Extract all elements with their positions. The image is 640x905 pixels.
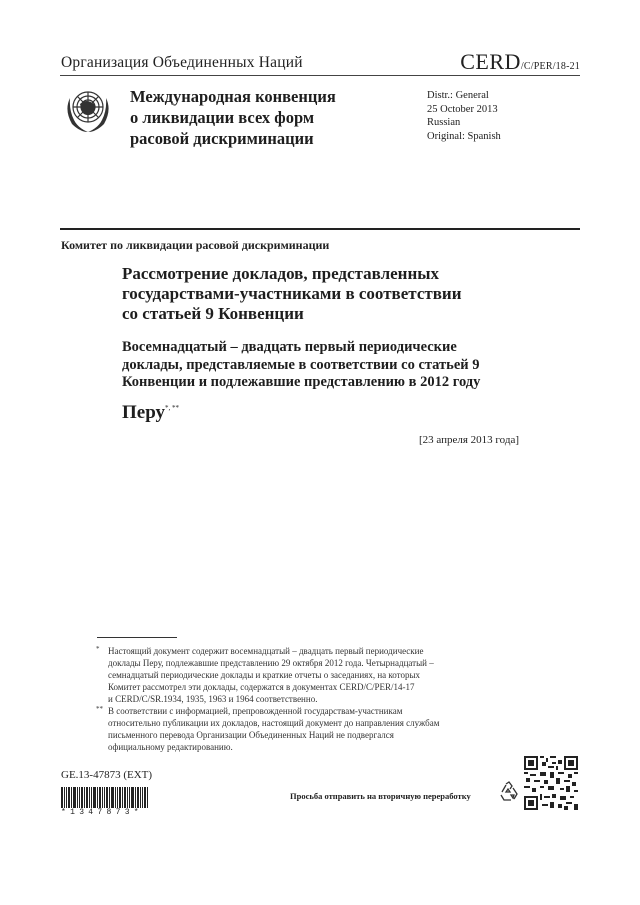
convention-title bbox=[130, 86, 336, 149]
barcode-icon bbox=[61, 787, 153, 808]
footnote-rule bbox=[97, 637, 177, 638]
barcode-number: *1347873* bbox=[61, 808, 143, 817]
recycle-icon bbox=[497, 780, 521, 804]
footnote-marks[interactable]: *, ** bbox=[165, 404, 180, 412]
title-line: Рассмотрение докладов, представленных bbox=[122, 264, 440, 283]
subtitle-line: доклады, представляемые в соответствии со статьей 9 bbox=[122, 356, 480, 373]
recycle-notice: Просьба отправить на вторичную переработку bbox=[290, 791, 471, 801]
footnote-line: доклады Перу, подлежавшие представлению 29 октября 2012 года. Четырнадцатый – bbox=[108, 658, 434, 668]
committee-name: Комитет по ликвидации расовой дискриминации bbox=[61, 238, 330, 252]
subtitle-line: Конвенции и подлежавшие представлению в 2012 году bbox=[122, 374, 481, 390]
footnote-2 bbox=[96, 705, 528, 753]
symbol-main: CERD bbox=[460, 49, 521, 74]
distribution-info bbox=[427, 89, 501, 143]
subtitle-line: Восемнадцатый – двадцать первый периодические bbox=[122, 339, 457, 355]
footnote-line: Комитет рассмотрел эти доклады, содержатся в документах CERD/C/PER/14-17 bbox=[108, 682, 415, 692]
original-language-line: Original: Spanish bbox=[427, 130, 501, 142]
country-heading bbox=[122, 402, 179, 424]
footnote-line: семнадцатый периодические доклады и краткие отчеты о заседаниях, на которых bbox=[108, 670, 421, 680]
header-rule bbox=[60, 75, 580, 76]
convention-title-line: о ликвидации всех форм bbox=[130, 108, 315, 127]
job-number: GE.13-47873 (EXT) bbox=[61, 769, 153, 781]
footnote-mark: * bbox=[96, 645, 100, 653]
document-title bbox=[122, 264, 542, 324]
convention-title-line: расовой дискриминации bbox=[130, 129, 314, 148]
footnote-1 bbox=[96, 645, 528, 705]
footnote-line: официальному редактированию. bbox=[108, 742, 233, 752]
organization-name: Организация Объединенных Наций bbox=[61, 54, 303, 71]
report-date: [23 апреля 2013 года] bbox=[418, 434, 519, 446]
title-line: государствами-участниками в соответствии bbox=[122, 284, 462, 303]
convention-title-line: Международная конвенция bbox=[130, 87, 336, 106]
symbol-sub: /C/PER/18-21 bbox=[520, 61, 580, 72]
distribution-line: Distr.: General bbox=[427, 90, 489, 101]
footnote-line: Настоящий документ содержит восемнадцатый – двадцать первый периодические bbox=[108, 646, 424, 656]
footnote-line: В соответствии с информацией, препровожденной государствам-участникам bbox=[108, 706, 403, 716]
document-subtitle bbox=[122, 339, 552, 392]
footnote-mark: ** bbox=[96, 705, 103, 713]
footnote-line: письменного перевода Организации Объединенных Наций не подвергался bbox=[108, 730, 394, 740]
footnote-line: и CERD/C/SR.1934, 1935, 1963 и 1964 соответственно. bbox=[108, 694, 318, 704]
footnote-line: относительно публикации их докладов, настоящий документ до направления службам bbox=[108, 718, 440, 728]
date-line: 25 October 2013 bbox=[427, 103, 498, 115]
qr-code-icon bbox=[524, 756, 578, 810]
title-line: со статьей 9 Конвенции bbox=[122, 304, 304, 323]
country-name: Перу bbox=[122, 402, 166, 423]
un-emblem-icon bbox=[62, 84, 114, 136]
language-line: Russian bbox=[427, 117, 461, 128]
document-symbol bbox=[460, 49, 580, 75]
section-rule bbox=[60, 228, 580, 230]
